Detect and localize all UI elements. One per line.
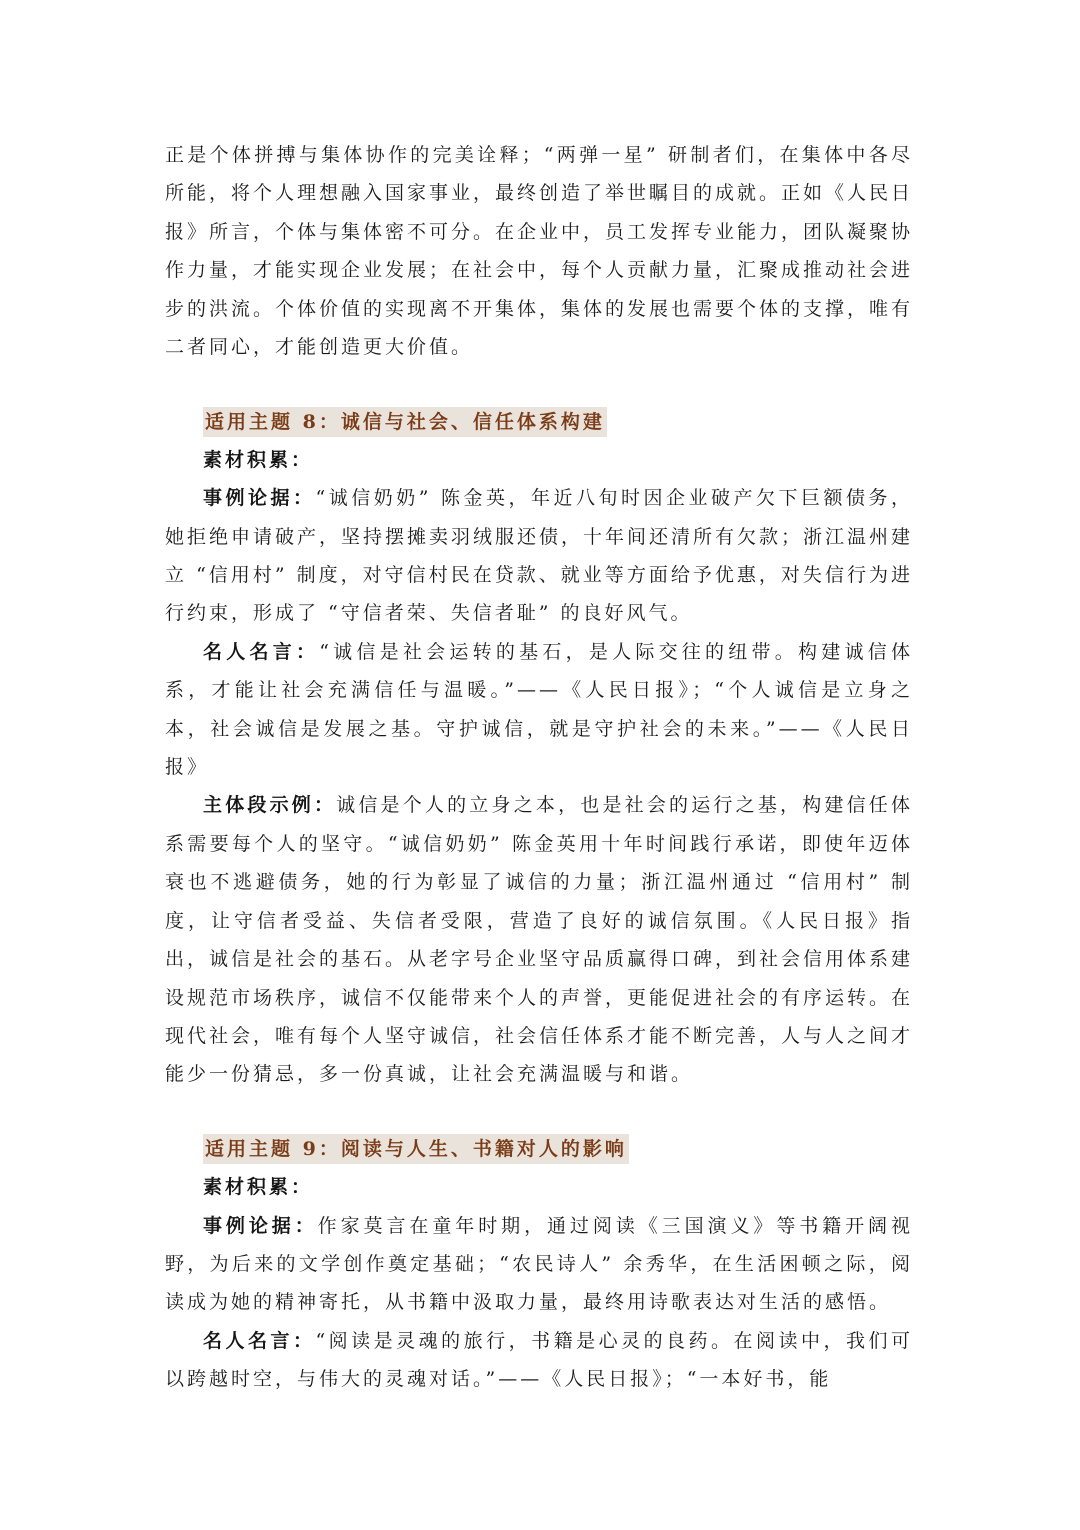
section-8-heading-row xyxy=(165,402,913,440)
section-9-material-line xyxy=(165,1168,913,1206)
section-8-body-text: 诚信是个人的立身之本，也是社会的运行之基，构建信任体系需要每个人的坚守。“诚信奶奶” 陈金英用十年时间践行承诺，即使年迈体衰也不逃避债务，她的行为彰显了诚信的力量；浙江温州通过 “信用村” 制度，让守信者受益、失信者受限，营造了良好的诚信氛围。《人民日报》指出，诚信是社会的基石。从老字号企业坚守品质赢得口碑，到社会信用体系建设规范市场秩序，诚信不仅能带来个人的声誉，更能促进社会的有序运转。在现代社会，唯有每个人坚守诚信，社会信任体系才能不断完善，人与人之间才能少一份猜忌，多一份真诚，让社会充满温暖与和谐。 xyxy=(165,794,914,1086)
section-9-heading-row xyxy=(165,1130,913,1168)
document-page xyxy=(165,136,913,1399)
section-9-heading: 适用主题 9：阅读与人生、书籍对人的影响 xyxy=(203,1134,629,1164)
section-8-material-label: 素材积累： xyxy=(203,448,314,471)
section-8 xyxy=(165,402,913,1093)
section-9-quote-paragraph xyxy=(165,1322,913,1399)
section-8-material-line xyxy=(165,441,913,479)
section-9-quote-text: “阅读是灵魂的旅行，书籍是心灵的良药。在阅读中，我们可以跨越时空，与伟大的灵魂对话。”——《人民日报》；“一本好书，能 xyxy=(165,1329,913,1391)
section-8-quote-text: “诚信是社会运转的基石，是人际交往的纽带。构建诚信体系，才能让社会充满信任与温暖。”——《人民日报》；“个人诚信是立身之本，社会诚信是发展之基。守护诚信，就是守护社会的未来。”——《人民日报》 xyxy=(165,640,913,779)
section-8-example-label: 事例论据： xyxy=(203,487,316,510)
section-8-body-label: 主体段示例： xyxy=(203,794,337,817)
section-8-heading: 适用主题 8：诚信与社会、信任体系构建 xyxy=(203,407,607,437)
section-spacer xyxy=(165,366,913,402)
section-8-quote-paragraph xyxy=(165,633,913,787)
section-9-example-paragraph xyxy=(165,1207,913,1322)
section-9 xyxy=(165,1130,913,1399)
intro-paragraph: 正是个体拼搏与集体协作的完美诠释；“两弹一星” 研制者们，在集体中各尽所能，将个人理想融入国家事业，最终创造了举世瞩目的成就。正如《人民日报》所言，个体与集体密不可分。在企业中，员工发挥专业能力，团队凝聚协作力量，才能实现企业发展；在社会中，每个人贡献力量，汇聚成推动社会进步的洪流。个体价值的实现离不开集体，集体的发展也需要个体的支撑，唯有二者同心，才能创造更大价值。 xyxy=(165,144,914,359)
section-9-quote-label: 名人名言： xyxy=(203,1329,316,1352)
section-8-example-text: “诚信奶奶” 陈金英，年近八旬时因企业破产欠下巨额债务，她拒绝申请破产，坚持摆摊卖羽绒服还债，十年间还清所有欠款；浙江温州建立 “信用村” 制度，对守信村民在贷款、就业等方面给予优惠，对失信行为进行约束，形成了 “守信者荣、失信者耻” 的良好风气。 xyxy=(165,487,914,625)
section-9-material-label: 素材积累： xyxy=(203,1176,314,1199)
section-8-example-paragraph xyxy=(165,479,913,633)
section-8-quote-label: 名人名言： xyxy=(203,640,320,663)
section-8-body-paragraph xyxy=(165,786,913,1093)
section-9-example-label: 事例论据： xyxy=(203,1214,318,1237)
section-9-example-text: 作家莫言在童年时期，通过阅读《三国演义》等书籍开阔视野，为后来的文学创作奠定基础；“农民诗人” 余秀华，在生活困顿之际，阅读成为她的精神寄托，从书籍中汲取力量，最终用诗歌表达对生活的感悟。 xyxy=(165,1214,913,1314)
section-spacer xyxy=(165,1094,913,1130)
